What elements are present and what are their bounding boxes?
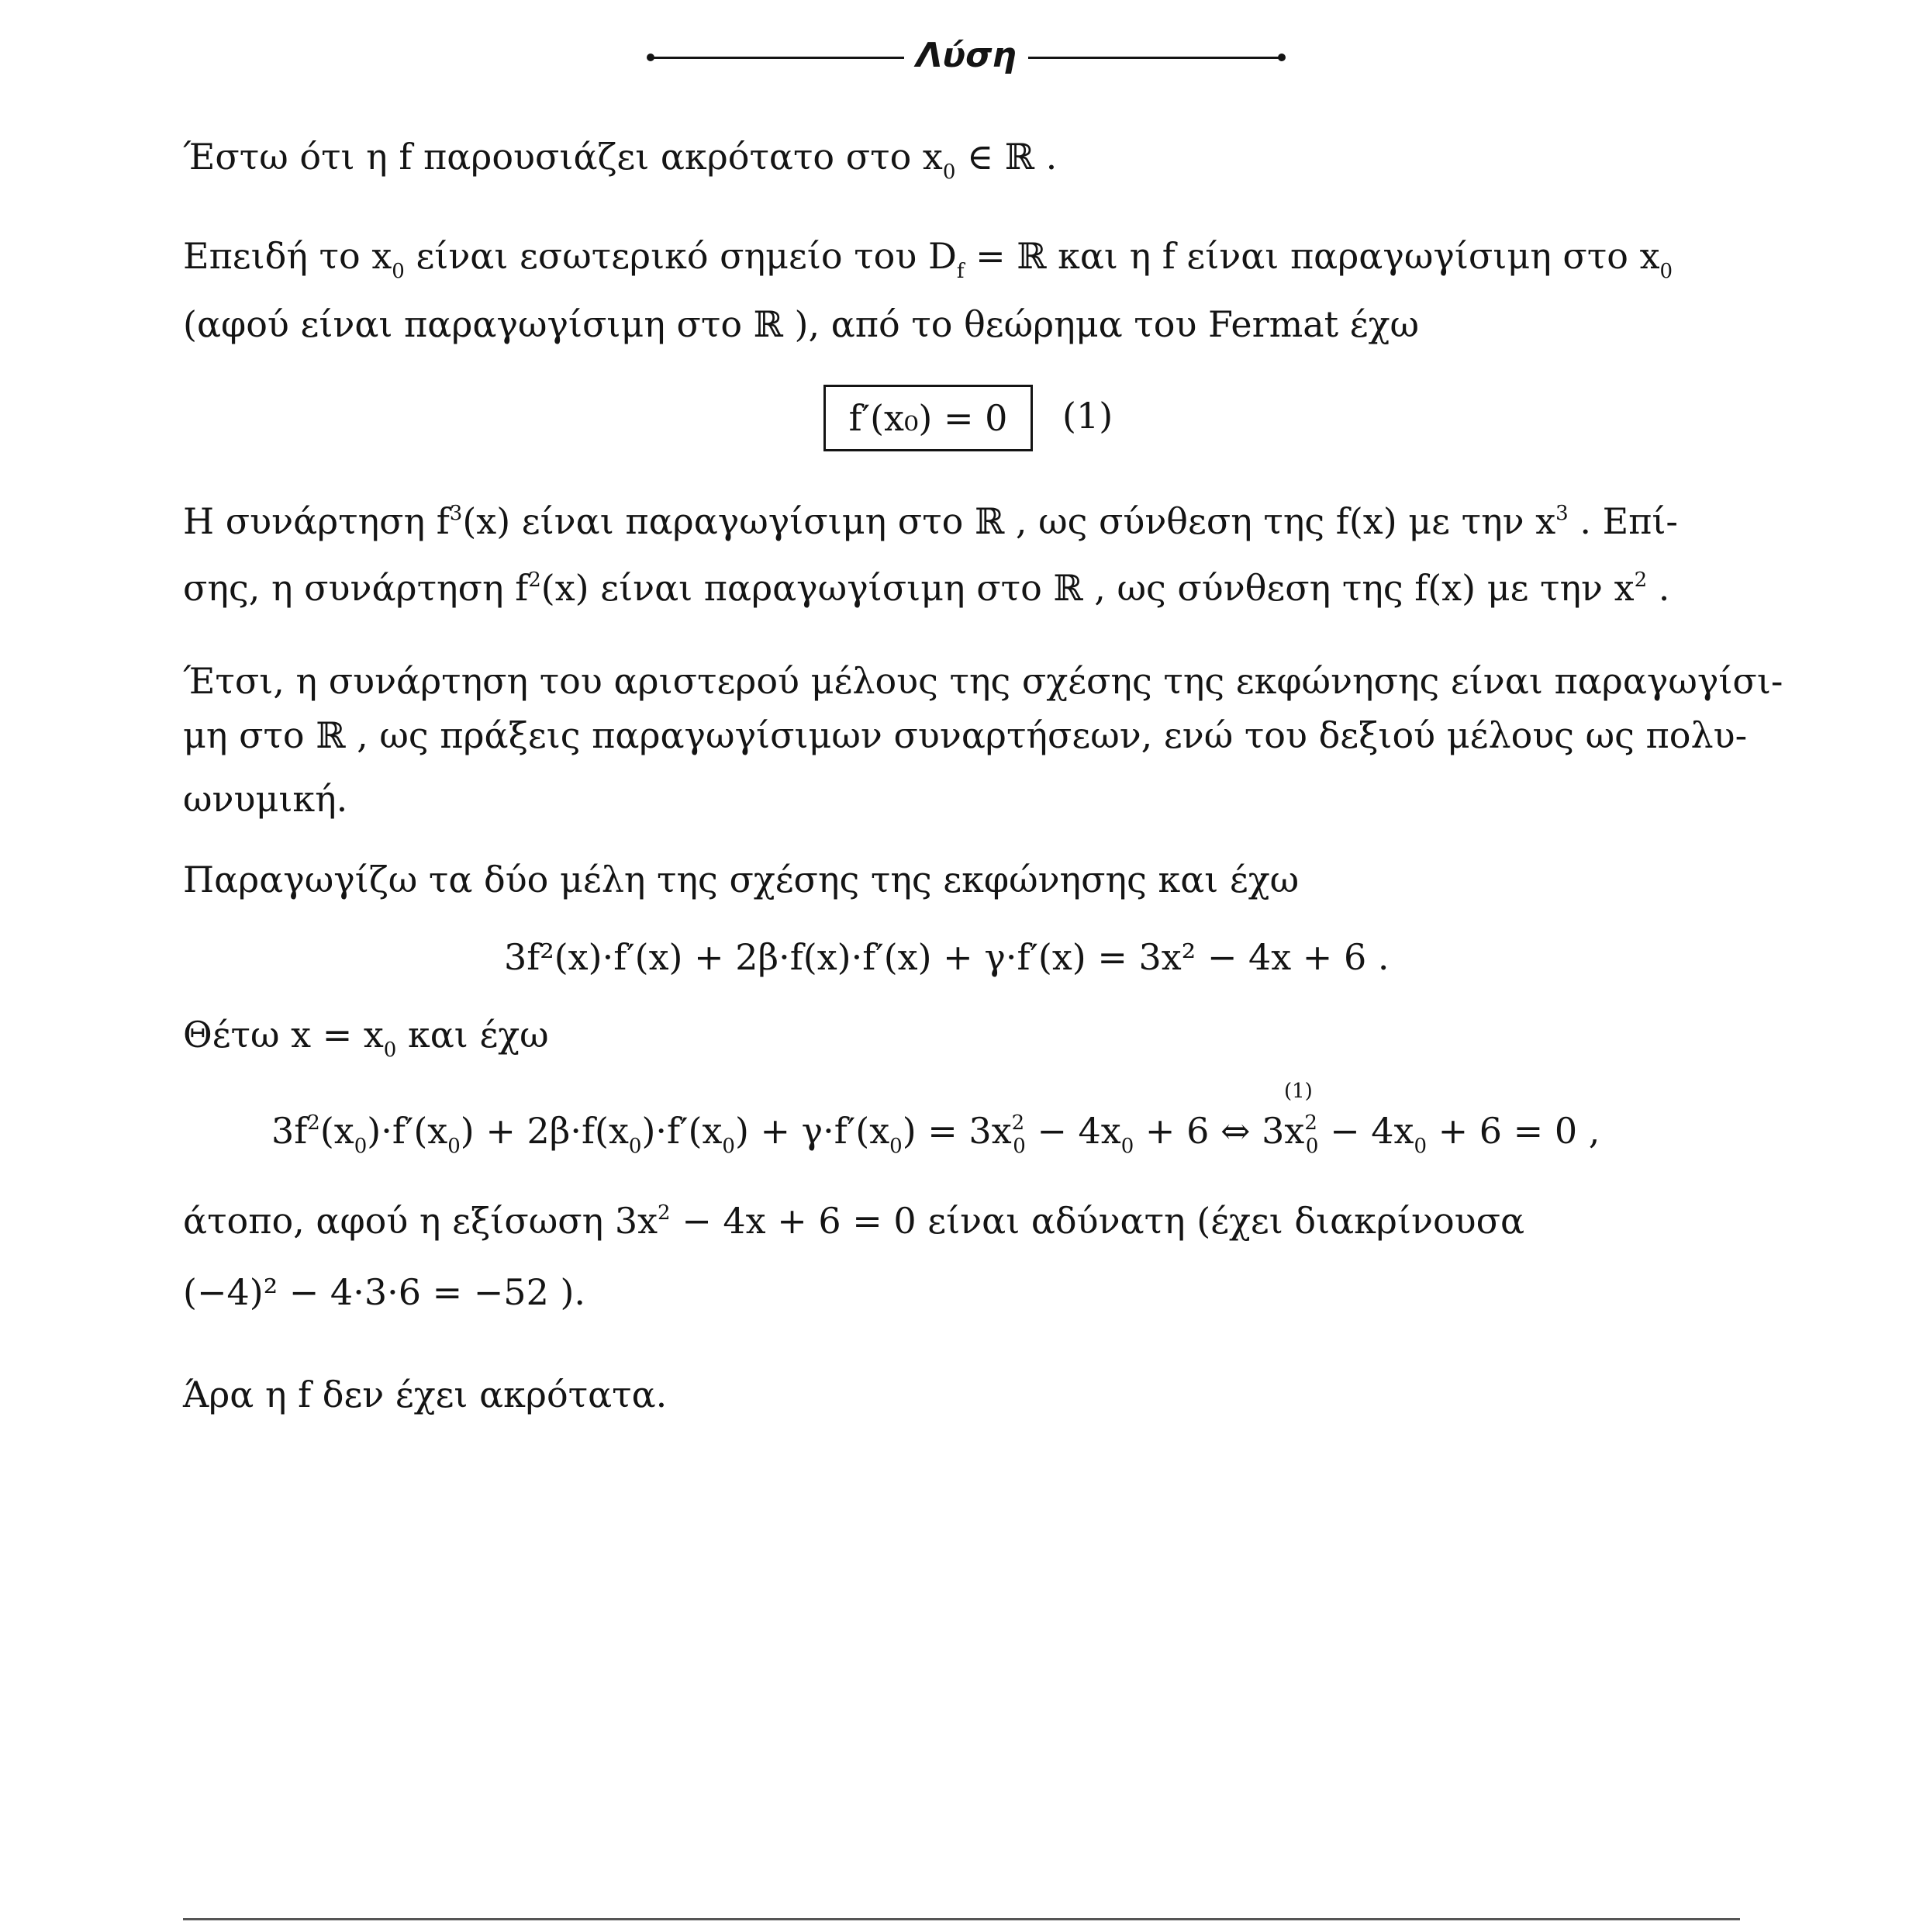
p1-text: Έστω ότι η f παρουσιάζει ακρότατο στο (183, 136, 923, 178)
p2-t3: και η f είναι παραγωγίσιμη στο (1046, 235, 1640, 277)
paragraph-4-line-3: ωνυμική. (183, 778, 348, 820)
footer-rule (183, 1918, 1740, 1920)
derivative-equation: 3f²(x)·f′(x) + 2β·f(x)·f′(x) + γ·f′(x) = 3x² − 4x + 6 . (504, 936, 1390, 978)
p3-t3: . Επί- (1568, 500, 1678, 542)
paragraph-6: Θέτω $x = x_0$ και έχω (183, 1014, 549, 1062)
paragraph-3-line-2: σης, η συνάρτηση $f^2(x)$ είναι παραγωγίσιμη στο ℝ , ως σύνθεση της f(x) με την $x^2$ . (183, 567, 1670, 609)
boxed-equation: f′(x₀) = 0 (823, 385, 1033, 451)
equation-tag: (1) (1062, 395, 1113, 437)
p3-t5: είναι παραγωγίσιμη στο ℝ , ως σύνθεση της f(x) με την (589, 567, 1614, 609)
header-right-rule (1028, 57, 1283, 59)
paragraph-2-line-2: (αφού είναι παραγωγίσιμη στο ℝ ), από το θεώρημα του Fermat έχω (183, 303, 1420, 345)
header-left-rule (650, 57, 904, 59)
p3-t1: Η συνάρτηση (183, 500, 437, 542)
p3-t2: είναι παραγωγίσιμη στο ℝ , ως σύνθεση της f(x) με την (510, 500, 1536, 542)
paragraph-8: Άρα η f δεν έχει ακρότατα. (183, 1374, 668, 1415)
paragraph-5: Παραγωγίζω τα δύο μέλη της σχέσης της εκφώνησης και έχω (183, 859, 1300, 900)
p2-t2: είναι εσωτερικό σημείο του (404, 235, 928, 277)
p6-t1: Θέτω (183, 1014, 292, 1056)
paragraph-7-line-2: (−4)² − 4·3·6 = −52 ). (183, 1271, 586, 1313)
equivalence-label: (1) (1284, 1080, 1313, 1103)
p3-t6: . (1647, 567, 1670, 609)
section-title: Λύση (916, 36, 1017, 75)
paragraph-1: Έστω ότι η f παρουσιάζει ακρότατο στο $x_0$ ∈ ℝ . (183, 136, 1058, 184)
p2-t1: Επειδή το (183, 235, 372, 277)
p3-t4: σης, η συνάρτηση (183, 567, 516, 609)
p7-t1: άτοπο, αφού η εξίσωση (183, 1200, 615, 1242)
p6-t2: και έχω (396, 1014, 549, 1056)
paragraph-7-line-1: άτοπο, αφού η εξίσωση $3x^2 - 4x + 6 = 0$ είναι αδύνατη (έχει διακρίνουσα (183, 1200, 1525, 1242)
paragraph-2-line-1: Επειδή το $x_0$ είναι εσωτερικό σημείο του $D_f$ = ℝ και η f είναι παραγωγίσιμη στο $x_0$ (183, 235, 1673, 283)
paragraph-4-line-2: μη στο ℝ , ως πράξεις παραγωγίσιμων συναρτήσεων, ενώ του δεξιού μέλους ως πολυ- (183, 714, 1748, 756)
paragraph-3-line-1: Η συνάρτηση $f^3(x)$ είναι παραγωγίσιμη στο ℝ , ως σύνθεση της f(x) με την $x^3$ . Επί- (183, 500, 1678, 542)
substituted-equation: $3f^2(x_0)\cdot f'(x_0) + 2\beta\cdot f(x_0)\cdot f'(x_0) + \gamma\cdot f'(x_0) = 3x^2_0 - 4x_0 + 6$ ⇔ $3x^2_0 - 4x_0 + 6 = 0$ , (271, 1110, 1600, 1158)
header-right-dot (1278, 54, 1286, 61)
p7-t2: είναι αδύνατη (έχει διακρίνουσα (916, 1200, 1525, 1242)
p1-tail: . (1034, 136, 1058, 178)
paragraph-4-line-1: Έτσι, η συνάρτηση του αριστερού μέλους της σχέσης της εκφώνησης είναι παραγωγίσι- (183, 660, 1783, 702)
